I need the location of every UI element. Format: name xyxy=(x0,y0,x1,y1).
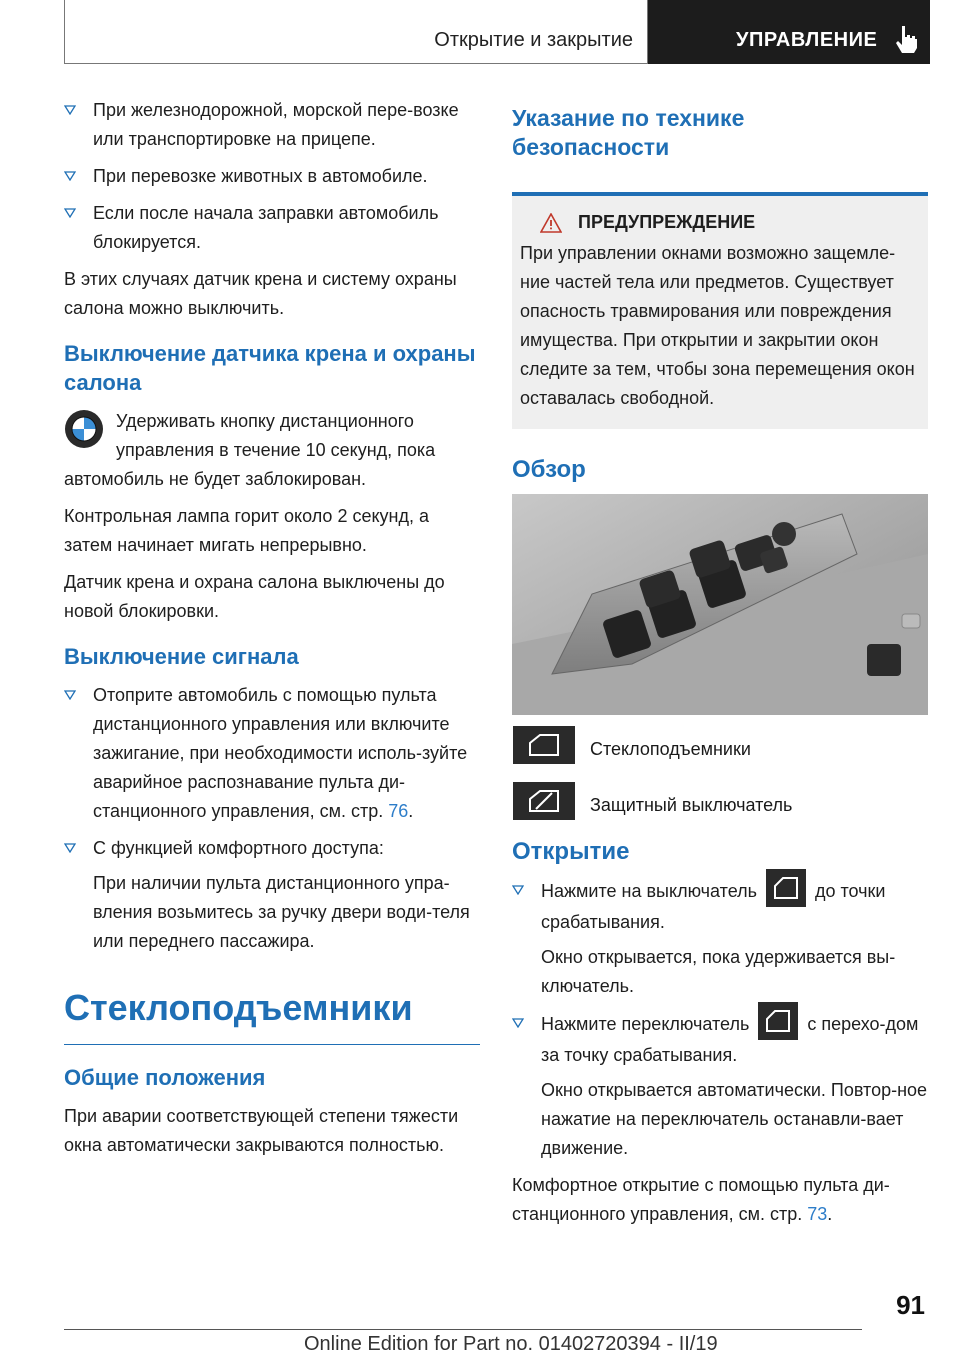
legend-label: Стеклоподъемники xyxy=(590,739,751,759)
list-item-text xyxy=(541,1009,928,1070)
legend-item xyxy=(512,781,928,821)
triangle-bullet-icon xyxy=(512,1018,524,1028)
header-section-box xyxy=(64,0,648,64)
punctuation: . xyxy=(408,801,414,821)
header-section-title: Открытие и закрытие xyxy=(434,29,633,51)
list-item xyxy=(64,834,480,956)
warning-triangle-icon xyxy=(540,213,562,233)
footer-divider xyxy=(64,1329,862,1330)
window-switches-photo xyxy=(512,494,928,715)
header-chapter-title: УПРАВЛЕНИЕ xyxy=(736,29,878,51)
header-chapter-box xyxy=(648,0,930,64)
list-item-text-body: Нажмите переключатель xyxy=(541,1013,750,1034)
list-item xyxy=(512,876,928,1001)
section-heading: Открытие xyxy=(512,838,630,865)
warning-text: При управлении окнами возможно защемле-ние частей тела или предметов. Существует опасность травмирования или повреждения имущества. При открытии и закрытии окон следите за тем, чтобы зона перемещения окон оставалась свободной. xyxy=(520,243,915,408)
list-item xyxy=(64,162,480,191)
list-item xyxy=(64,681,480,826)
paragraph: Удерживать кнопку дистанционного управления в течение 10 секунд, пока автомобиль не будет заблокирован. xyxy=(64,411,436,489)
page-reference-link[interactable]: 73 xyxy=(807,1204,828,1224)
triangle-bullet-icon xyxy=(64,843,76,853)
paragraph: При аварии соответствующей степени тяжести окна автоматически закрываются полностью. xyxy=(64,1106,459,1155)
warning-title-text: ПРЕДУПРЕЖДЕНИЕ xyxy=(578,212,756,232)
left-column xyxy=(64,96,480,1168)
triangle-bullet-icon xyxy=(512,885,524,895)
legend-label: Защитный выключатель xyxy=(590,795,793,815)
list-item xyxy=(512,1009,928,1163)
list-item-subtext: Окно открывается, пока удерживается вы-ключатель. xyxy=(541,947,896,996)
section-heading: Выключение датчика крена и охраны салона xyxy=(64,341,476,395)
list-item-text: Если после начала заправки автомобиль блокируется. xyxy=(93,203,439,252)
list-item xyxy=(64,96,480,154)
warning-box xyxy=(512,192,928,429)
section-heading: Обзор xyxy=(512,456,586,483)
remote-key-instruction xyxy=(64,407,480,494)
list-item-text-body: до точки срабатывания. xyxy=(541,880,886,932)
hand-pointer-icon xyxy=(894,24,920,54)
list-item-subtext: При наличии пульта дистанционного упра-вления возьмитесь за ручку двери води-теля или переднего пассажира. xyxy=(93,873,470,951)
chapter-heading: Стеклоподъемники xyxy=(64,986,480,1045)
list-item-text: При железнодорожной, морской пере-возке или транспортировке на прицепе. xyxy=(93,100,459,149)
paragraph xyxy=(512,1171,928,1229)
triangle-bullet-icon xyxy=(64,690,76,700)
paragraph: Датчик крена и охрана салона выключены до новой блокировки. xyxy=(64,572,445,621)
paragraph-body: Комфортное открытие с помощью пульта ди-станционного управления, см. стр. xyxy=(512,1175,890,1224)
list-item xyxy=(64,199,480,257)
bmw-key-icon xyxy=(64,409,104,449)
list-item-subtext: Окно открывается автоматически. Повтор-ное нажатие на переключатель останавли-вает движение. xyxy=(541,1080,928,1158)
page-number: 91 xyxy=(896,1290,925,1320)
list-item-text xyxy=(93,681,480,826)
paragraph: Контрольная лампа горит около 2 секунд, а затем начинает мигать непрерывно. xyxy=(64,506,430,555)
list-item-text xyxy=(541,876,928,937)
legend-item xyxy=(512,725,928,765)
list-item-text: При перевозке животных в автомобиле. xyxy=(93,166,428,186)
list-item-text-body: с перехо-дом за точку срабатывания. xyxy=(541,1013,919,1065)
list-item-text-body: Нажмите на выключатель xyxy=(541,880,757,901)
list-item-text: С функцией комфортного доступа: xyxy=(93,838,384,858)
page-reference-link[interactable]: 76 xyxy=(388,801,409,821)
page-header xyxy=(64,0,930,64)
window-switch-icon xyxy=(765,868,807,908)
edition-note: Online Edition for Part no. 01402720394 - II/19 xyxy=(304,1333,718,1355)
window-switch-icon xyxy=(757,1001,799,1041)
triangle-bullet-icon xyxy=(64,208,76,218)
safety-switch-icon xyxy=(512,781,576,821)
punctuation: . xyxy=(827,1204,833,1224)
warning-title xyxy=(520,212,920,233)
list-item-text-body: Отоприте автомобиль с помощью пульта дистанционного управления или включите зажигание, при необходимости исполь-зуйте аварийное распознавание пульта ди-станционного управления, см. стр. xyxy=(93,685,468,821)
triangle-bullet-icon xyxy=(64,171,76,181)
triangle-bullet-icon xyxy=(64,105,76,115)
window-switch-icon xyxy=(512,725,576,765)
section-heading: Общие положения xyxy=(64,1065,266,1090)
section-heading: Указание по технике безопасности xyxy=(512,105,745,160)
paragraph: В этих случаях датчик крена и систему охраны салона можно выключить. xyxy=(64,269,457,318)
section-heading: Выключение сигнала xyxy=(64,644,299,669)
right-column xyxy=(512,96,928,1237)
